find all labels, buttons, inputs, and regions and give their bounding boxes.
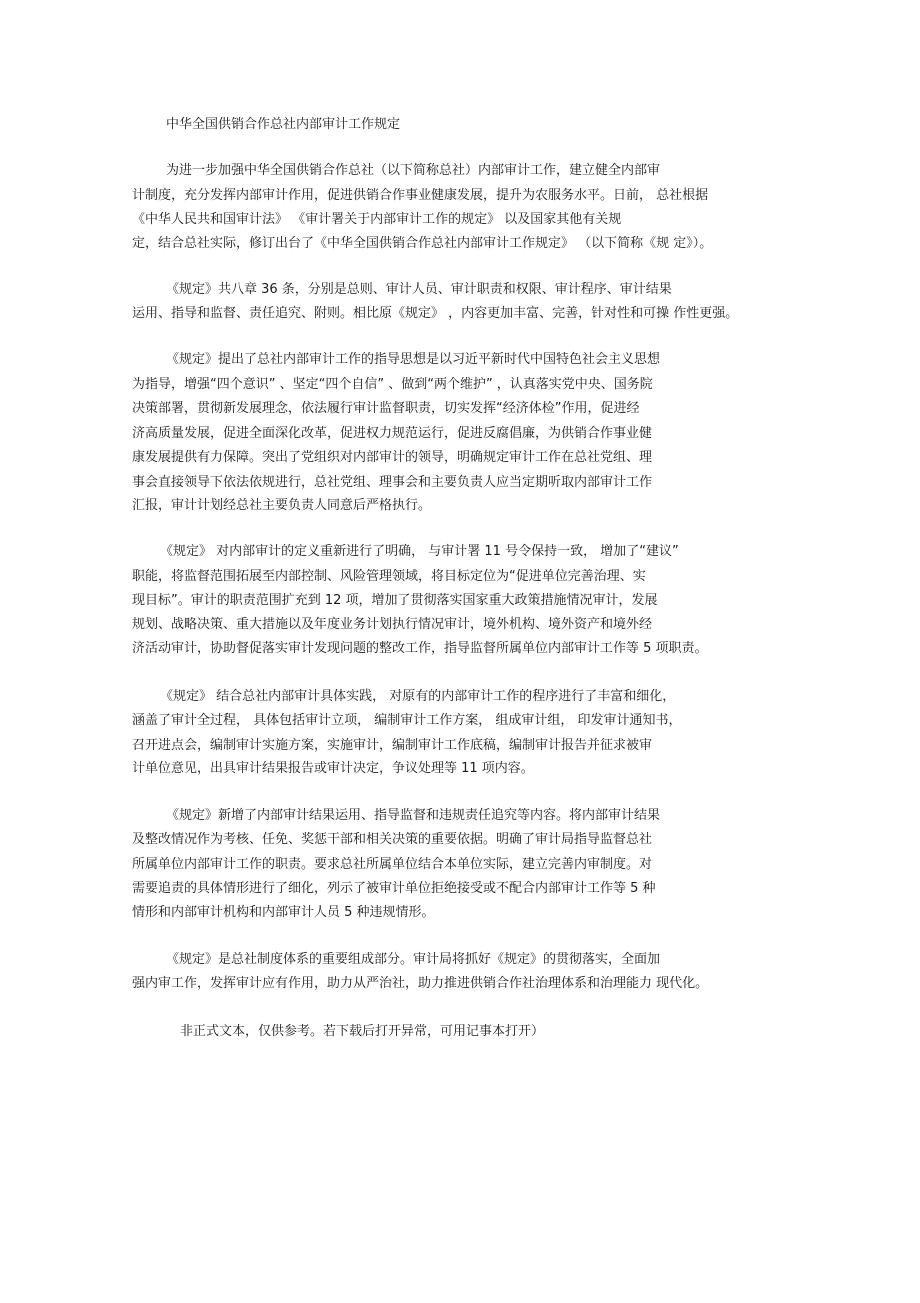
- document-title: 中华全国供销合作总社内部审计工作规定: [166, 117, 401, 132]
- paragraph-line: 《规定》共八章 36 条，分别是总则、审计人员、审计职责和权限、审计程序、审计结果: [166, 282, 672, 297]
- paragraph-line: 济高质量发展，促进全面深化改革，促进权力规范运行，促进反腐倡廉，为供销合作事业健: [132, 426, 653, 441]
- paragraph-line: 决策部署，贯彻新发展理念，依法履行审计监督职责，切实发挥“经济体检”作用，促进经: [132, 401, 640, 416]
- paragraph-line: 情形和内部审计机构和内部审计人员 5 种违规情形。: [132, 905, 435, 920]
- paragraph-line: 《规定》提出了总社内部审计工作的指导思想是以习近平新时代中国特色社会主义思想: [166, 352, 661, 367]
- paragraph-line: 汇报，审计计划经总社主要负责人同意后严格执行。: [132, 498, 432, 513]
- paragraph-line: 计制度，充分发挥内部审计作用，促进供销合作事业健康发展，提升为农服务水平。日前， 总社根据: [132, 188, 709, 203]
- paragraph-line: 《中华人民共和国审计法》 《审计署关于内部审计工作的规定》 以及国家其他有关规: [132, 212, 622, 227]
- paragraph-line: 康发展提供有力保障。突出了党组织对内部审计的领导，明确规定审计工作在总社党组、理: [132, 450, 653, 465]
- paragraph-line: 涵盖了审计全过程， 具体包括审计立项， 编制审计工作方案， 组成审计组， 印发审计通知书，: [132, 713, 682, 728]
- paragraph-line: 济活动审计，协助督促落实审计发现问题的整改工作，指导监督所属单位内部审计工作等 5 项职责。: [132, 641, 708, 656]
- paragraph-line: 职能，将监督范围拓展至内部控制、风险管理领域，将目标定位为“促进单位完善治理、实: [132, 569, 646, 584]
- paragraph-line: 《规定》新增了内部审计结果运用、指导监督和违规责任追究等内容。将内部审计结果: [166, 808, 661, 823]
- paragraph-line: 现目标”。审计的职责范围扩充到 12 项，增加了贯彻落实国家重大政策措施情况审计，发展: [132, 593, 658, 608]
- paragraph-line: 《规定》 对内部审计的定义重新进行了明确， 与审计署 11 号令保持一致， 增加了“建议”: [160, 544, 679, 559]
- paragraph-line: 计单位意见，出具审计结果报告或审计决定，争议处理等 11 项内容。: [132, 761, 534, 776]
- paragraph-line: 及整改情况作为考核、任免、奖惩干部和相关决策的重要依据。明确了审计局指导监督总社: [132, 832, 653, 847]
- paragraph-line: 事会直接领导下依法依规进行，总社党组、理事会和主要负责人应当定期听取内部审计工作: [132, 475, 653, 490]
- paragraph-line: 强内审工作，发挥审计应有作用，助力从严治社，助力推进供销合作社治理体系和治理能力 现代化。: [132, 976, 709, 991]
- paragraph-line: 运用、指导和监督、责任追究、附则。相比原《规定》 ，内容更加丰富、完善，针对性和可操 作性更强。: [132, 306, 739, 321]
- paragraph-line: 为进一步加强中华全国供销合作总社（以下简称总社）内部审计工作，建立健全内部审: [166, 163, 661, 178]
- paragraph-line: 需要追责的具体情形进行了细化，列示了被审计单位拒绝接受或不配合内部审计工作等 5 种: [132, 881, 656, 896]
- paragraph-line: 规划、战略决策、重大措施以及年度业务计划执行情况审计，境外机构、境外资产和境外经: [132, 617, 653, 632]
- paragraph-line: 定，结合总社实际，修订出台了《中华全国供销合作总社内部审计工作规定》 （以下简称《规 定》）。: [132, 236, 713, 251]
- paragraph-line: 召开进点会，编制审计实施方案，实施审计，编制审计工作底稿，编制审计报告并征求被审: [132, 738, 653, 753]
- paragraph-line: 为指导，增强“四个意识” 、坚定“四个自信” 、做到“两个维护” ，认真落实党中央、国务院: [132, 377, 653, 392]
- disclaimer-note: 非正式文本，仅供参考。若下载后打开异常，可用记事本打开）: [180, 1024, 545, 1039]
- paragraph-line: 《规定》是总社制度体系的重要组成部分。审计局将抓好《规定》的贯彻落实，全面加: [166, 952, 661, 967]
- paragraph-line: 所属单位内部审计工作的职责。要求总社所属单位结合本单位实际，建立完善内审制度。对: [132, 857, 653, 872]
- paragraph-line: 《规定》 结合总社内部审计具体实践， 对原有的内部审计工作的程序进行了丰富和细化，: [160, 689, 676, 704]
